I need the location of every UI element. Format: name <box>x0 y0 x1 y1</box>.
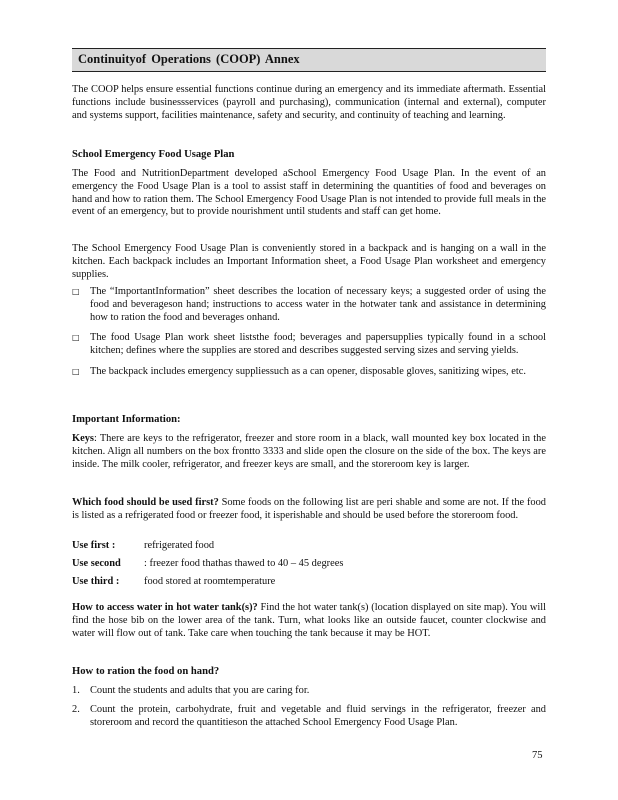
bullet-text: The backpack includes emergency suppliessuch as a can opener, disposable gloves, sanitizing wipes, etc. <box>90 365 526 377</box>
annex-title-bar <box>72 48 546 72</box>
which-food-text: Some foods on the following list are peri shable and some are not. If the food is listed as a refrigerated food or freezer food, it isperishable and should be used before the storeroom food. <box>72 497 546 521</box>
intro-section <box>72 84 546 122</box>
which-food-section <box>72 497 546 523</box>
keys-label: Keys <box>72 433 94 444</box>
intro-paragraph: The COOP helps ensure essential functions continue during an emergency and its immediate aftermath. Essential functions include businessservices (payroll and purchasing), communication (internal and external), computer and systems support, facilities maintenance, safety and security, and continuity of teaching and learning. <box>72 84 546 121</box>
ration-step-number: 2. <box>72 703 80 715</box>
use-third-label: Use third : <box>72 576 120 587</box>
use-first-row <box>72 540 214 553</box>
bullet-box-icon: □ <box>72 366 80 376</box>
use-third-row <box>72 576 275 589</box>
water-text: Find the hot water tank(s) (location displayed on site map). You will find the hose bib on the lower area of the tank. Turn, what looks like an outside faucet, counter clockwise and water will flow out of tank. Take care when touching the tank because it may be HOT. <box>72 602 546 639</box>
important-heading-wrap <box>72 414 546 427</box>
bullet-box-icon: □ <box>72 287 80 296</box>
page-number: 75 <box>532 750 543 761</box>
ration-step-text: Count the protein, carbohydrate, fruit and vegetable and fluid servings in the refrigerator, freezer and storeroom and record the quantitieson the attached School Emergency Food Usage Plan. <box>90 703 546 728</box>
bullet-text: The “ImportantInformation” sheet describes the location of necessary keys; a suggested order of using the food and beverageson hand; instructions to access water in the hotwater tank and assistance in determining how to ration the food and beverages onhand. <box>90 286 546 323</box>
food-plan-paragraph-1: The Food and NutritionDepartment developed aSchool Emergency Food Usage Plan. In the event of an emergency the Food Usage Plan is a tool to assist staff in determining the quantities of food and beverages on hand and how to ration them. The School Emergency Food Usage Plan is not intended to provide full meals in the event of an emergency, but to provide nourishment until students and staff can get home. <box>72 168 546 218</box>
use-second-label: Use second <box>72 558 121 569</box>
water-section <box>72 602 546 640</box>
bullet-text: The food Usage Plan work sheet liststhe food; beverages and papersupplies typically found in a school kitchen; defines where the supplies are stored and describes suggested serving sizes and serving yields. <box>90 332 546 357</box>
food-plan-heading: School Emergency Food Usage Plan <box>72 149 235 160</box>
use-first-text: refrigerated food <box>144 540 215 551</box>
keys-paragraph <box>72 433 546 471</box>
food-plan-paragraph-2-wrap <box>72 243 546 281</box>
important-heading: Important Information: <box>72 414 181 425</box>
which-food-label: Which food should be used first? <box>72 497 219 508</box>
ration-step <box>72 685 546 698</box>
use-second-row <box>72 558 343 571</box>
food-plan-paragraph-2: The School Emergency Food Usage Plan is conveniently stored in a backpack and is hanging on a wall in the kitchen. Each backpack includes an Important Information sheet, a Food Usage Plan worksheet and emergency supplies. <box>72 243 546 280</box>
use-first-label: Use first : <box>72 540 116 551</box>
document-page <box>72 48 546 728</box>
ration-heading-wrap <box>72 666 546 679</box>
ration-step-number: 1. <box>72 685 80 696</box>
which-food-paragraph <box>72 497 546 523</box>
use-second-text: : freezer food thathas thawed to 40 – 45 degrees <box>144 558 344 569</box>
annex-title: Continuityof Operations (COOP) Annex <box>78 52 300 66</box>
ration-steps-list <box>72 685 546 729</box>
water-label: How to access water in hot water tank(s)? <box>72 602 258 613</box>
bullet-box-icon: □ <box>72 333 80 343</box>
ration-step-text: Count the students and adults that you are caring for. <box>90 685 310 696</box>
bullet-item <box>72 366 546 379</box>
food-plan-heading-wrap <box>72 149 546 162</box>
keys-section <box>72 433 546 471</box>
backpack-bullet-list <box>72 286 546 379</box>
bullet-item <box>72 332 546 358</box>
use-third-text: food stored at roomtemperature <box>144 576 276 587</box>
ration-step <box>72 704 546 730</box>
bullet-item <box>72 286 546 324</box>
keys-text: : There are keys to the refrigerator, freezer and store room in a black, wall mounted key box located in the kitchen. Align all numbers on the box frontto 3333 and slide open the closure on the side of the box. The keys are inside. The milk cooler, refrigerator, and freezer keys are small, and the storeroom key is larger. <box>72 433 546 470</box>
water-paragraph <box>72 602 546 640</box>
ration-heading: How to ration the food on hand? <box>72 666 220 677</box>
food-plan-section <box>72 168 546 219</box>
